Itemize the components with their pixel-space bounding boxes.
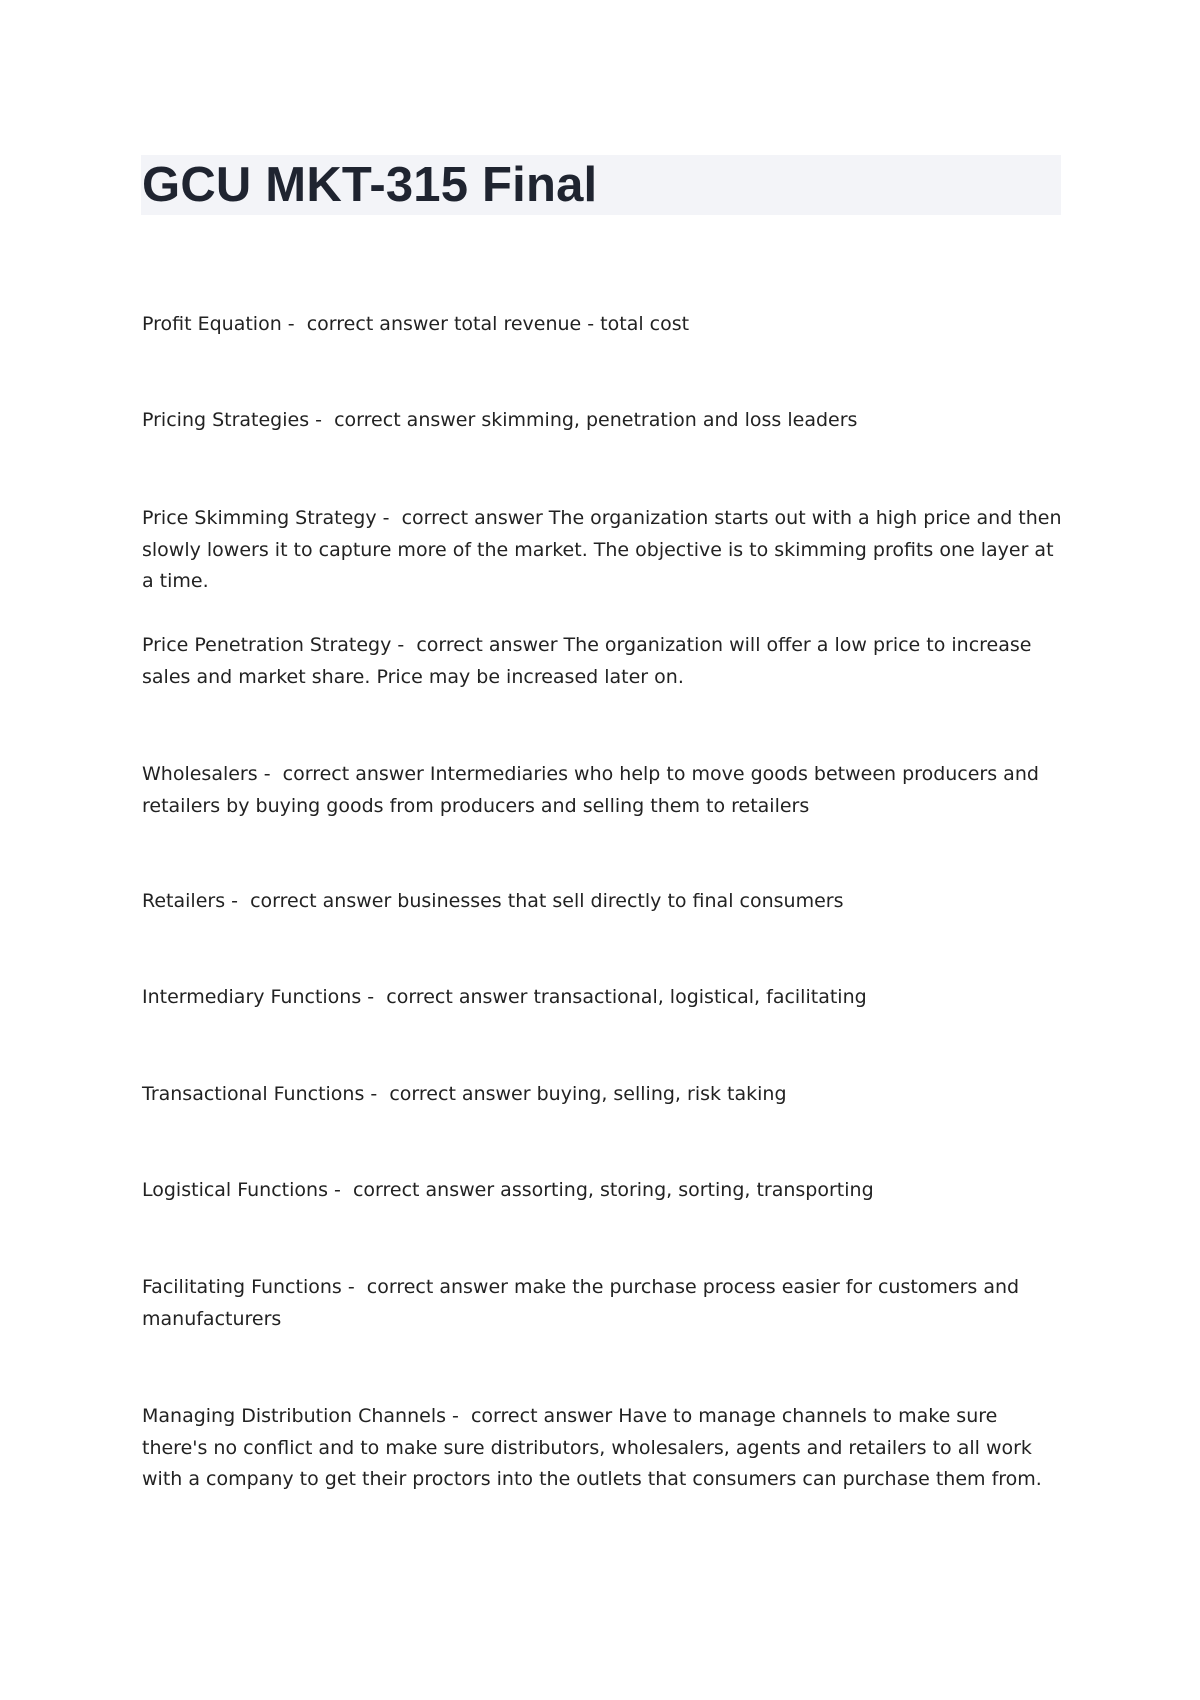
entry-answer: correct answer The organization starts out with a high price and then slowly lowers it to capture more of the market. The objective is to skimming profits one layer at a time. [142, 507, 1062, 592]
entry-answer: correct answer buying, selling, risk taking [389, 1083, 787, 1105]
entry-transactional-functions [142, 1079, 1062, 1111]
entry-separator: - [341, 1276, 367, 1298]
entry-price-skimming-strategy [142, 503, 1062, 598]
entry-separator: - [327, 1179, 353, 1201]
entry-term: Managing Distribution Channels [142, 1405, 446, 1427]
entry-answer: correct answer Have to manage channels to make sure there's no conflict and to make sure distributors, wholesalers, agents and retailers to all work with a company to get their proctors into the outlets that consumers can purchase them from. [142, 1405, 1042, 1490]
entry-term: Profit Equation [142, 313, 282, 335]
entry-intermediary-functions [142, 982, 1062, 1014]
entry-separator: - [364, 1083, 390, 1105]
entry-answer: correct answer Intermediaries who help to move goods between producers and retailers by buying goods from producers and selling them to retailers [142, 763, 1039, 817]
entry-term: Retailers [142, 890, 226, 912]
entry-facilitating-functions [142, 1272, 1062, 1335]
entry-term: Facilitating Functions [142, 1276, 342, 1298]
entry-separator: - [309, 409, 335, 431]
entry-separator: - [446, 1405, 471, 1427]
entry-answer: correct answer transactional, logistical, facilitating [386, 986, 867, 1008]
entry-term: Intermediary Functions [142, 986, 362, 1008]
entry-separator: - [391, 634, 417, 656]
entry-separator: - [376, 507, 402, 529]
entry-managing-distribution-channels [142, 1401, 1062, 1496]
entry-retailers [142, 886, 1062, 918]
entry-answer: correct answer The organization will offer a low price to increase sales and market share. Price may be increased later on. [142, 634, 1032, 688]
entry-separator: - [281, 313, 307, 335]
entry-answer: correct answer make the purchase process easier for customers and manufacturers [142, 1276, 1020, 1330]
entry-answer: correct answer assorting, storing, sorting, transporting [352, 1179, 874, 1201]
entry-term: Wholesalers [142, 763, 258, 785]
entry-price-penetration-strategy [142, 630, 1062, 693]
entry-profit-equation [142, 309, 1062, 341]
entry-separator: - [225, 890, 251, 912]
entry-pricing-strategies [142, 405, 1062, 437]
entry-separator: - [257, 763, 283, 785]
entry-term: Transactional Functions [142, 1083, 365, 1105]
entry-answer: correct answer businesses that sell directly to final consumers [250, 890, 844, 912]
document-title: GCU MKT-315 Final [142, 158, 598, 212]
entry-term: Pricing Strategies [142, 409, 310, 431]
entry-answer: correct answer total revenue - total cost [306, 313, 690, 335]
entry-term: Logistical Functions [142, 1179, 328, 1201]
entry-term: Price Skimming Strategy [142, 507, 377, 529]
entry-answer: correct answer skimming, penetration and loss leaders [334, 409, 858, 431]
entry-wholesalers [142, 759, 1062, 822]
entry-term: Price Penetration Strategy [142, 634, 392, 656]
entry-separator: - [361, 986, 387, 1008]
entry-logistical-functions [142, 1175, 1062, 1207]
